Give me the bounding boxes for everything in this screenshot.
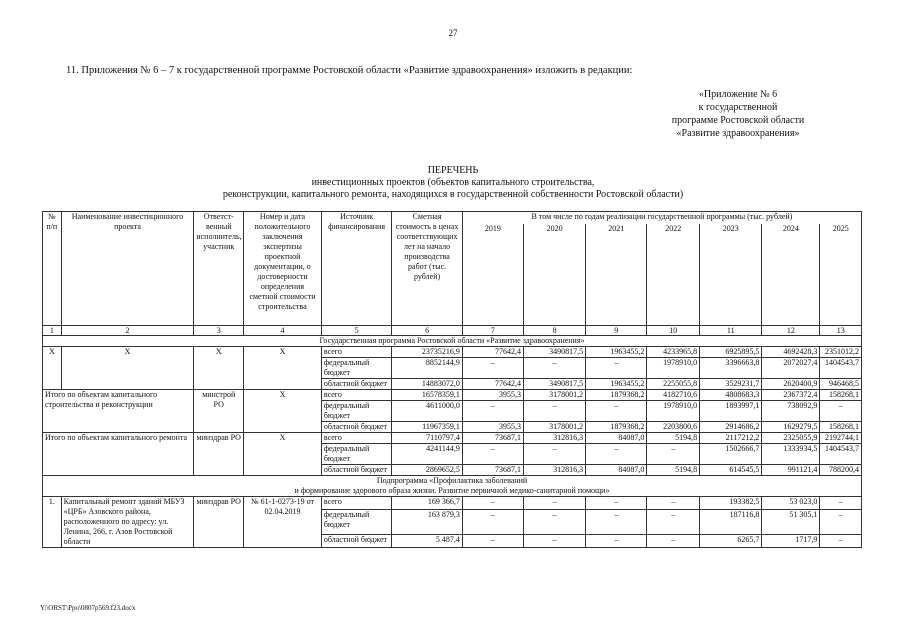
row-year-value: 187116,8 — [700, 510, 762, 535]
intro-paragraph: 11. Приложения № 6 – 7 к государственной программе Ростовской области «Развитие здравоохранения» изложить в редакции: — [66, 65, 633, 76]
investment-projects-table — [42, 211, 862, 548]
header-responsible: Ответст-венный исполнитель, участник — [194, 212, 244, 326]
row-year-value: 2325055,9 — [762, 433, 820, 444]
header-expertise: Номер и дата положительного заключения экспертизы проектной документации, о достоверности определения сметной стоимости строительства — [244, 212, 322, 326]
row-year-value: – — [523, 510, 585, 535]
row-expertise: Х — [244, 347, 322, 390]
row-year-value: 1978910,0 — [647, 358, 700, 379]
row-responsible: минздрав РО — [194, 433, 244, 476]
row-year-value: 1333934,5 — [762, 444, 820, 465]
row-cost: 4611000,0 — [392, 401, 462, 422]
row-year-value: 312816,3 — [523, 465, 585, 476]
title-line: реконструкции, капитального ремонта, находящихся в государственной собственности Ростовской области) — [222, 189, 684, 200]
title-line: инвестиционных проектов (объектов капитального строительства, — [311, 177, 595, 188]
row-year-value: 1893997,1 — [700, 401, 762, 422]
row-year-value: – — [523, 444, 585, 465]
row-year-value: 84087,0 — [586, 465, 647, 476]
title-line: ПЕРЕЧЕНЬ — [427, 165, 479, 176]
appendix-line: программе Ростовской области — [671, 115, 805, 126]
row-year-value: – — [523, 497, 585, 510]
row-cost: 23735216,9 — [392, 347, 462, 358]
row-cost: 14883072,0 — [392, 379, 462, 390]
row-year-value: 614545,5 — [700, 465, 762, 476]
row-year-value: – — [820, 510, 862, 535]
row-year-value: – — [586, 534, 647, 547]
row-year-value: 77642,4 — [462, 379, 523, 390]
row-year-value: – — [647, 534, 700, 547]
file-path-footer: Y:\ORST\Ppo\0807p569.f23.docx — [40, 604, 136, 612]
row-cost: 169 366,7 — [392, 497, 462, 510]
row-year-value: 1717,9 — [762, 534, 820, 547]
row-source: всего — [321, 433, 391, 444]
row-year-value: – — [647, 510, 700, 535]
column-number: 7 — [462, 326, 523, 336]
header-name: Наименование инвестиционного проекта — [61, 212, 194, 326]
row-year-value: – — [820, 401, 862, 422]
row-source: областной бюджет — [321, 422, 391, 433]
row-year-value: 788200,4 — [820, 465, 862, 476]
section-title: Государственная программа Ростовской области «Развитие здравоохранения» — [43, 336, 862, 347]
row-year-value: 73687,1 — [462, 465, 523, 476]
row-year-value: 6265,7 — [700, 534, 762, 547]
header-year: 2019 — [462, 224, 523, 326]
row-year-value: – — [586, 497, 647, 510]
header-cost: Сметная стоимость в ценах соответствующих лет на начало производства работ (тыс. рублей) — [392, 212, 462, 326]
row-name: Итого по объектам капитального ремонта — [43, 433, 194, 476]
row-year-value: 158268,1 — [820, 390, 862, 401]
row-year-value: 84087,0 — [586, 433, 647, 444]
appendix-heading — [628, 88, 848, 140]
row-year-value: 77642,4 — [462, 347, 523, 358]
row-year-value: 2367372,4 — [762, 390, 820, 401]
row-year-value: 1629279,5 — [762, 422, 820, 433]
row-year-value: – — [462, 497, 523, 510]
row-year-value: – — [820, 534, 862, 547]
row-year-value: 3955,3 — [462, 390, 523, 401]
row-cost: 11967359,1 — [392, 422, 462, 433]
row-expertise: Х — [244, 390, 322, 433]
subprogram-title — [43, 476, 862, 497]
row-year-value: – — [523, 358, 585, 379]
row-year-value: 2072027,4 — [762, 358, 820, 379]
table-row — [43, 390, 862, 401]
column-number: 10 — [647, 326, 700, 336]
row-num: 1. — [43, 497, 62, 548]
row-year-value: 1879368,2 — [586, 390, 647, 401]
row-year-value: 738092,9 — [762, 401, 820, 422]
row-year-value: 6925895,5 — [700, 347, 762, 358]
row-year-value: 3490817,5 — [523, 379, 585, 390]
table-row — [43, 497, 862, 510]
row-year-value: 2620400,9 — [762, 379, 820, 390]
row-year-value: – — [523, 401, 585, 422]
header-years-group: В том числе по годам реализации государственной программы (тыс. рублей) — [462, 212, 861, 224]
row-source: областной бюджет — [321, 465, 391, 476]
row-cost: 4241144,9 — [392, 444, 462, 465]
row-year-value: 1978910,0 — [647, 401, 700, 422]
row-year-value: 2255055,8 — [647, 379, 700, 390]
row-cost: 2869652,5 — [392, 465, 462, 476]
row-year-value: 3178001,2 — [523, 390, 585, 401]
subprogram-row — [43, 476, 862, 497]
project-rows — [43, 497, 862, 548]
header-year: 2023 — [700, 224, 762, 326]
row-cost: 8852144,9 — [392, 358, 462, 379]
row-year-value: 3529231,7 — [700, 379, 762, 390]
header-year: 2020 — [523, 224, 585, 326]
column-number: 11 — [700, 326, 762, 336]
row-year-value: 1963455,2 — [586, 379, 647, 390]
row-source: федеральный бюджет — [321, 444, 391, 465]
section-row — [43, 336, 862, 347]
row-year-value: 1879368,2 — [586, 422, 647, 433]
row-year-value: – — [586, 444, 647, 465]
column-number: 5 — [321, 326, 391, 336]
header-year: 2022 — [647, 224, 700, 326]
column-number: 8 — [523, 326, 585, 336]
table-row — [43, 347, 862, 358]
row-year-value: 4182710,6 — [647, 390, 700, 401]
subprogram-line: и формирование здорового образа жизни. Развитие первичной медико-санитарной помощи» — [294, 486, 610, 495]
row-year-value: 2203800,6 — [647, 422, 700, 433]
row-year-value: 1963455,2 — [586, 347, 647, 358]
row-year-value: 73687,1 — [462, 433, 523, 444]
row-year-value: 312816,3 — [523, 433, 585, 444]
header-source: Источник финансирования — [321, 212, 391, 326]
header-year: 2024 — [762, 224, 820, 326]
row-cost: 16578359,1 — [392, 390, 462, 401]
row-source: всего — [321, 390, 391, 401]
row-year-value: 4233965,8 — [647, 347, 700, 358]
row-year-value: 1404543,7 — [820, 444, 862, 465]
row-year-value: 946468,5 — [820, 379, 862, 390]
row-year-value: 5194,8 — [647, 433, 700, 444]
page-number: 27 — [448, 28, 458, 38]
row-year-value: – — [462, 534, 523, 547]
row-source: областной бюджет — [321, 379, 391, 390]
row-year-value: 193382,5 — [700, 497, 762, 510]
row-year-value: – — [523, 534, 585, 547]
row-source: федеральный бюджет — [321, 401, 391, 422]
row-year-value: 3396663,8 — [700, 358, 762, 379]
row-year-value: – — [820, 497, 862, 510]
row-year-value: 3955,3 — [462, 422, 523, 433]
column-number: 2 — [61, 326, 194, 336]
row-source: федеральный бюджет — [321, 510, 391, 535]
row-year-value: – — [586, 358, 647, 379]
column-number-row — [43, 326, 862, 336]
row-expertise: Х — [244, 433, 322, 476]
header-num: № п/п — [43, 212, 62, 326]
table-row — [43, 433, 862, 444]
row-source: всего — [321, 497, 391, 510]
row-year-value: – — [462, 444, 523, 465]
row-year-value: 51 305,1 — [762, 510, 820, 535]
row-year-value: – — [586, 401, 647, 422]
column-number: 6 — [392, 326, 462, 336]
row-year-value: 1404543,7 — [820, 358, 862, 379]
row-cost: 7110797,4 — [392, 433, 462, 444]
row-year-value: – — [647, 497, 700, 510]
appendix-line: «Приложение № 6 — [698, 89, 778, 100]
column-number: 3 — [194, 326, 244, 336]
header-year: 2021 — [586, 224, 647, 326]
row-responsible: минздрав РО — [194, 497, 244, 548]
row-name: Капитальный ремонт зданий МБУЗ «ЦРБ» Азовского района, расположенного по адресу: ул. Ленина, 266, г. Азов Ростовской области — [61, 497, 194, 548]
subprogram-line: Подпрограмма «Профилактика заболеваний — [376, 476, 528, 485]
row-year-value: – — [462, 510, 523, 535]
row-num: Х — [43, 347, 62, 390]
row-cost: 163 879,3 — [392, 510, 462, 535]
row-year-value: 2351012,2 — [820, 347, 862, 358]
row-source: федеральный бюджет — [321, 358, 391, 379]
row-name: Х — [61, 347, 194, 390]
row-year-value: – — [586, 510, 647, 535]
summary-groups — [43, 347, 862, 476]
row-source: областной бюджет — [321, 534, 391, 547]
appendix-line: «Развитие здравоохранения» — [676, 128, 800, 139]
row-year-value: 53 023,0 — [762, 497, 820, 510]
column-number: 12 — [762, 326, 820, 336]
column-number: 9 — [586, 326, 647, 336]
row-year-value: – — [462, 401, 523, 422]
row-year-value: 2192744,1 — [820, 433, 862, 444]
row-year-value: 5194,8 — [647, 465, 700, 476]
row-year-value: 4808683,3 — [700, 390, 762, 401]
column-number: 1 — [43, 326, 62, 336]
appendix-line: к государственной — [698, 102, 778, 113]
row-year-value: 991121,4 — [762, 465, 820, 476]
row-year-value: – — [647, 444, 700, 465]
row-year-value: 158268,1 — [820, 422, 862, 433]
row-year-value: 3490817,5 — [523, 347, 585, 358]
row-year-value: – — [462, 358, 523, 379]
row-name: Итого по объектам капитального строительства и реконструкции — [43, 390, 194, 433]
document-title — [0, 165, 906, 201]
row-cost: 5 487,4 — [392, 534, 462, 547]
column-number: 13 — [820, 326, 862, 336]
row-year-value: 2914686,2 — [700, 422, 762, 433]
row-responsible: минстрой РО — [194, 390, 244, 433]
row-year-value: 4692428,3 — [762, 347, 820, 358]
row-year-value: 3178001,2 — [523, 422, 585, 433]
row-expertise: № 61-1-0273-19 от 02.04.2019 — [244, 497, 322, 548]
row-source: всего — [321, 347, 391, 358]
column-number: 4 — [244, 326, 322, 336]
row-year-value: 2117212,2 — [700, 433, 762, 444]
header-year: 2025 — [820, 224, 862, 326]
row-responsible: Х — [194, 347, 244, 390]
row-year-value: 1502666,7 — [700, 444, 762, 465]
